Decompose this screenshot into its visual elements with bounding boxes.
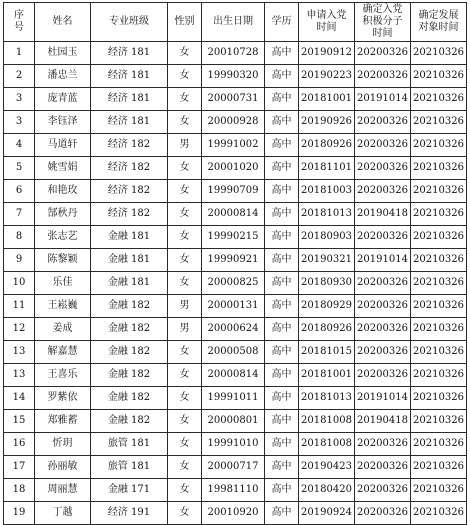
cell-name: 杜园玉 <box>35 42 91 65</box>
cell-candidate-time: 20210326 <box>411 456 467 479</box>
table-row <box>4 42 467 65</box>
cell-gender: 女 <box>168 111 202 134</box>
header-row <box>4 3 467 42</box>
cell-name: 庞青蓝 <box>35 88 91 111</box>
cell-apply-time: 20190223 <box>299 65 355 88</box>
cell-candidate-time: 20210326 <box>411 88 467 111</box>
header-birth-date <box>202 3 265 42</box>
cell-class: 经济 182 <box>91 157 168 180</box>
cell-birth-date: 19990709 <box>202 180 265 203</box>
cell-name: 姜成 <box>35 318 91 341</box>
cell-birth-date: 20000814 <box>202 203 265 226</box>
cell-no: 14 <box>4 387 35 410</box>
cell-class: 经济 181 <box>91 111 168 134</box>
header-apply-time <box>299 3 355 42</box>
cell-birth-date: 20010920 <box>202 502 265 525</box>
cell-class: 经济 182 <box>91 203 168 226</box>
header-line: 对象时间 <box>418 22 459 33</box>
cell-candidate-time: 20210326 <box>411 111 467 134</box>
cell-education: 高中 <box>265 479 299 502</box>
cell-candidate-time: 20210326 <box>411 502 467 525</box>
cell-class: 金融 182 <box>91 364 168 387</box>
header-name <box>35 3 91 42</box>
header-line: 序 <box>14 10 24 21</box>
cell-apply-time: 20190912 <box>299 42 355 65</box>
table-body <box>4 42 467 525</box>
cell-class: 金融 181 <box>91 272 168 295</box>
cell-activist-time: 20200326 <box>355 318 411 341</box>
table-row <box>4 88 467 111</box>
cell-apply-time: 20180903 <box>299 226 355 249</box>
cell-activist-time: 20200326 <box>355 502 411 525</box>
cell-class: 金融 182 <box>91 318 168 341</box>
cell-name: 孙丽敏 <box>35 456 91 479</box>
cell-name: 郑雅蓄 <box>35 410 91 433</box>
cell-no: 13 <box>4 364 35 387</box>
cell-gender: 女 <box>168 410 202 433</box>
cell-class: 经济 182 <box>91 134 168 157</box>
table-row <box>4 341 467 364</box>
cell-education: 高中 <box>265 364 299 387</box>
cell-gender: 女 <box>168 249 202 272</box>
cell-candidate-time: 20210326 <box>411 433 467 456</box>
member-development-table <box>3 2 467 525</box>
cell-candidate-time: 20210326 <box>411 65 467 88</box>
table-row <box>4 502 467 525</box>
cell-name: 罗紫依 <box>35 387 91 410</box>
cell-education: 高中 <box>265 295 299 318</box>
cell-name: 王喜乐 <box>35 364 91 387</box>
cell-birth-date: 20000814 <box>202 364 265 387</box>
cell-education: 高中 <box>265 157 299 180</box>
cell-education: 高中 <box>265 111 299 134</box>
cell-activist-time: 20200326 <box>355 364 411 387</box>
header-line: 确定发展 <box>418 10 459 21</box>
cell-birth-date: 20000717 <box>202 456 265 479</box>
cell-apply-time: 20181101 <box>299 157 355 180</box>
cell-gender: 女 <box>168 226 202 249</box>
cell-no: 5 <box>4 157 35 180</box>
cell-no: 3 <box>4 88 35 111</box>
cell-no: 9 <box>4 249 35 272</box>
cell-education: 高中 <box>265 387 299 410</box>
cell-class: 经济 181 <box>91 65 168 88</box>
cell-gender: 女 <box>168 387 202 410</box>
header-gender <box>168 3 202 42</box>
table-row <box>4 387 467 410</box>
header-line: 积极分子 <box>362 16 403 27</box>
cell-gender: 女 <box>168 456 202 479</box>
table-row <box>4 364 467 387</box>
cell-birth-date: 20010728 <box>202 42 265 65</box>
cell-activist-time: 20200326 <box>355 157 411 180</box>
cell-education: 高中 <box>265 134 299 157</box>
table-row <box>4 456 467 479</box>
cell-activist-time: 20200326 <box>355 295 411 318</box>
cell-candidate-time: 20210326 <box>411 295 467 318</box>
cell-education: 高中 <box>265 433 299 456</box>
cell-activist-time: 20200326 <box>355 111 411 134</box>
cell-apply-time: 20190926 <box>299 111 355 134</box>
cell-no: 12 <box>4 318 35 341</box>
cell-candidate-time: 20210326 <box>411 272 467 295</box>
cell-class: 经济 181 <box>91 88 168 111</box>
table-row <box>4 65 467 88</box>
cell-no: 3 <box>4 111 35 134</box>
header-education <box>265 3 299 42</box>
cell-apply-time: 20180930 <box>299 272 355 295</box>
header-line: 号 <box>14 22 24 33</box>
cell-no: 2 <box>4 65 35 88</box>
cell-apply-time: 20181013 <box>299 203 355 226</box>
cell-no: 4 <box>4 134 35 157</box>
header-line: 姓名 <box>52 16 73 27</box>
cell-candidate-time: 20210326 <box>411 341 467 364</box>
cell-no: 19 <box>4 502 35 525</box>
cell-birth-date: 20000825 <box>202 272 265 295</box>
cell-birth-date: 19991010 <box>202 433 265 456</box>
cell-birth-date: 20000801 <box>202 410 265 433</box>
header-candidate-time <box>411 3 467 42</box>
cell-name: 解嘉慧 <box>35 341 91 364</box>
cell-education: 高中 <box>265 249 299 272</box>
cell-candidate-time: 20210326 <box>411 157 467 180</box>
cell-birth-date: 20000624 <box>202 318 265 341</box>
cell-gender: 女 <box>168 272 202 295</box>
cell-name: 忻玥 <box>35 433 91 456</box>
table-row <box>4 134 467 157</box>
table-row <box>4 272 467 295</box>
cell-education: 高中 <box>265 272 299 295</box>
header-line: 时间 <box>316 22 337 33</box>
cell-class: 经济 181 <box>91 42 168 65</box>
cell-class: 金融 182 <box>91 410 168 433</box>
cell-apply-time: 20181008 <box>299 433 355 456</box>
cell-gender: 女 <box>168 157 202 180</box>
cell-no: 18 <box>4 479 35 502</box>
cell-no: 16 <box>4 433 35 456</box>
cell-education: 高中 <box>265 410 299 433</box>
cell-no: 15 <box>4 410 35 433</box>
header-line: 专业班级 <box>109 16 149 27</box>
cell-education: 高中 <box>265 203 299 226</box>
cell-education: 高中 <box>265 88 299 111</box>
cell-education: 高中 <box>265 180 299 203</box>
cell-gender: 男 <box>168 318 202 341</box>
cell-name: 郜秋丹 <box>35 203 91 226</box>
cell-education: 高中 <box>265 318 299 341</box>
cell-apply-time: 20180929 <box>299 295 355 318</box>
cell-gender: 男 <box>168 134 202 157</box>
cell-birth-date: 20000731 <box>202 88 265 111</box>
cell-class: 旅管 181 <box>91 456 168 479</box>
cell-education: 高中 <box>265 456 299 479</box>
cell-name: 李钰泽 <box>35 111 91 134</box>
cell-name: 潘忠兰 <box>35 65 91 88</box>
table-header <box>4 3 467 42</box>
cell-apply-time: 20190924 <box>299 502 355 525</box>
header-class <box>91 3 168 42</box>
cell-class: 旅管 181 <box>91 433 168 456</box>
cell-apply-time: 20190423 <box>299 456 355 479</box>
cell-gender: 女 <box>168 364 202 387</box>
cell-no: 1 <box>4 42 35 65</box>
cell-gender: 男 <box>168 295 202 318</box>
header-activist-time <box>355 3 411 42</box>
cell-no: 13 <box>4 341 35 364</box>
cell-name: 马道轩 <box>35 134 91 157</box>
cell-birth-date: 19991011 <box>202 387 265 410</box>
table-row <box>4 479 467 502</box>
table-row <box>4 111 467 134</box>
cell-activist-time: 20191014 <box>355 387 411 410</box>
cell-candidate-time: 20210326 <box>411 42 467 65</box>
cell-candidate-time: 20210326 <box>411 387 467 410</box>
cell-name: 张志艺 <box>35 226 91 249</box>
cell-gender: 女 <box>168 65 202 88</box>
cell-activist-time: 20191014 <box>355 249 411 272</box>
cell-apply-time: 20181008 <box>299 410 355 433</box>
header-line: 学历 <box>271 16 292 27</box>
cell-name: 乐佳 <box>35 272 91 295</box>
cell-education: 高中 <box>265 341 299 364</box>
cell-candidate-time: 20210326 <box>411 226 467 249</box>
table-row <box>4 318 467 341</box>
cell-no: 11 <box>4 295 35 318</box>
cell-no: 8 <box>4 226 35 249</box>
cell-birth-date: 19990921 <box>202 249 265 272</box>
cell-education: 高中 <box>265 42 299 65</box>
cell-activist-time: 20200326 <box>355 479 411 502</box>
table-row <box>4 226 467 249</box>
cell-birth-date: 20000508 <box>202 341 265 364</box>
table-row <box>4 295 467 318</box>
cell-birth-date: 19990320 <box>202 65 265 88</box>
cell-class: 金融 182 <box>91 387 168 410</box>
cell-candidate-time: 20210326 <box>411 249 467 272</box>
header-line: 出生日期 <box>213 16 253 27</box>
cell-gender: 女 <box>168 203 202 226</box>
cell-activist-time: 20200326 <box>355 341 411 364</box>
cell-gender: 女 <box>168 88 202 111</box>
cell-gender: 女 <box>168 433 202 456</box>
cell-no: 7 <box>4 203 35 226</box>
cell-class: 金融 182 <box>91 295 168 318</box>
cell-birth-date: 20000928 <box>202 111 265 134</box>
cell-gender: 女 <box>168 479 202 502</box>
cell-no: 10 <box>4 272 35 295</box>
cell-name: 丁越 <box>35 502 91 525</box>
cell-education: 高中 <box>265 65 299 88</box>
cell-class: 金融 181 <box>91 249 168 272</box>
cell-activist-time: 20200326 <box>355 180 411 203</box>
cell-activist-time: 20200326 <box>355 226 411 249</box>
cell-candidate-time: 20210326 <box>411 318 467 341</box>
cell-candidate-time: 20210326 <box>411 203 467 226</box>
table-container <box>3 2 466 525</box>
cell-activist-time: 20190418 <box>355 410 411 433</box>
cell-apply-time: 20180926 <box>299 318 355 341</box>
table-row <box>4 410 467 433</box>
cell-activist-time: 20200326 <box>355 433 411 456</box>
header-no <box>4 3 35 42</box>
cell-name: 王崧巍 <box>35 295 91 318</box>
cell-apply-time: 20181015 <box>299 341 355 364</box>
cell-name: 姚雪娟 <box>35 157 91 180</box>
cell-activist-time: 20200326 <box>355 65 411 88</box>
cell-gender: 女 <box>168 42 202 65</box>
cell-class: 金融 171 <box>91 479 168 502</box>
cell-no: 6 <box>4 180 35 203</box>
cell-gender: 女 <box>168 180 202 203</box>
header-line: 确定入党 <box>362 4 403 15</box>
cell-activist-time: 20191014 <box>355 88 411 111</box>
cell-birth-date: 20001020 <box>202 157 265 180</box>
cell-activist-time: 20200326 <box>355 456 411 479</box>
table-row <box>4 157 467 180</box>
cell-class: 经济 191 <box>91 502 168 525</box>
cell-candidate-time: 20210326 <box>411 479 467 502</box>
cell-apply-time: 20181001 <box>299 88 355 111</box>
cell-activist-time: 20190418 <box>355 203 411 226</box>
cell-class: 金融 182 <box>91 341 168 364</box>
cell-education: 高中 <box>265 226 299 249</box>
cell-birth-date: 19981110 <box>202 479 265 502</box>
cell-class: 金融 181 <box>91 226 168 249</box>
cell-activist-time: 20200326 <box>355 272 411 295</box>
cell-apply-time: 20180420 <box>299 479 355 502</box>
cell-name: 陈黎颖 <box>35 249 91 272</box>
cell-apply-time: 20180926 <box>299 134 355 157</box>
cell-candidate-time: 20210326 <box>411 364 467 387</box>
cell-birth-date: 19991002 <box>202 134 265 157</box>
header-line: 申请入党 <box>306 10 347 21</box>
cell-gender: 女 <box>168 502 202 525</box>
cell-apply-time: 20181013 <box>299 387 355 410</box>
table-row <box>4 180 467 203</box>
cell-apply-time: 20181001 <box>299 364 355 387</box>
cell-gender: 女 <box>168 341 202 364</box>
table-row <box>4 249 467 272</box>
cell-education: 高中 <box>265 502 299 525</box>
cell-class: 经济 182 <box>91 180 168 203</box>
cell-birth-date: 19990215 <box>202 226 265 249</box>
header-line: 时间 <box>372 28 393 39</box>
cell-apply-time: 20190321 <box>299 249 355 272</box>
cell-candidate-time: 20210326 <box>411 180 467 203</box>
cell-birth-date: 20000131 <box>202 295 265 318</box>
header-line: 性别 <box>174 16 195 27</box>
cell-candidate-time: 20210326 <box>411 410 467 433</box>
cell-no: 17 <box>4 456 35 479</box>
cell-name: 和艳玫 <box>35 180 91 203</box>
table-row <box>4 203 467 226</box>
cell-apply-time: 20181003 <box>299 180 355 203</box>
cell-name: 周丽慧 <box>35 479 91 502</box>
cell-activist-time: 20200326 <box>355 134 411 157</box>
cell-activist-time: 20200326 <box>355 42 411 65</box>
table-row <box>4 433 467 456</box>
cell-candidate-time: 20210326 <box>411 134 467 157</box>
